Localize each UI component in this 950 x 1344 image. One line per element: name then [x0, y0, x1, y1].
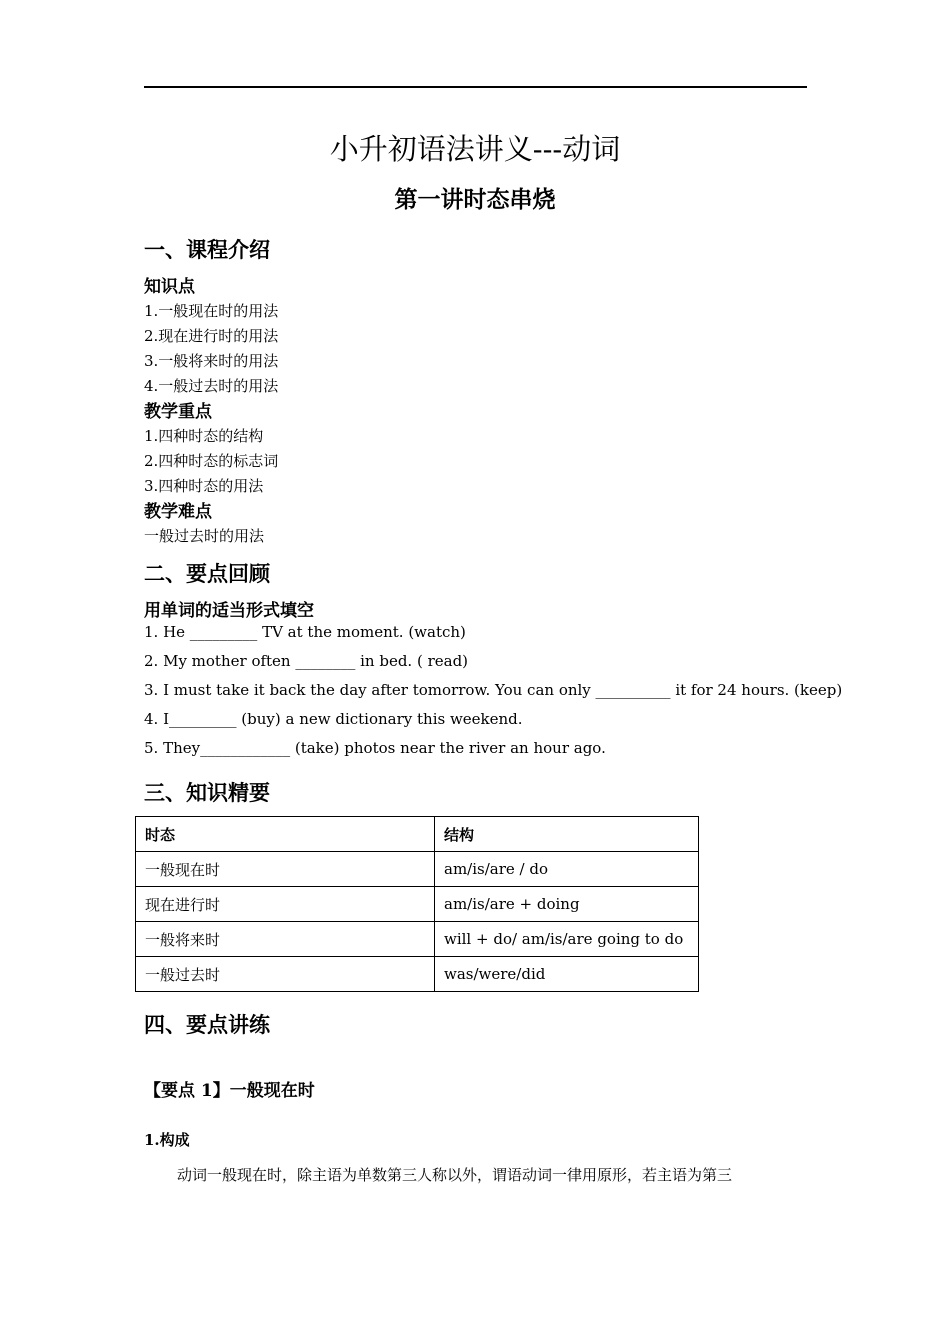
exercise-question: 4. I_________ (buy) a new dictionary this weekend. [144, 710, 523, 728]
knowledge-item: 2.现在进行时的用法 [144, 327, 279, 345]
header-rule [144, 86, 807, 88]
table-row [136, 957, 699, 992]
section4-heading: 四、要点讲练 [144, 1012, 270, 1037]
focus-item: 3.四种时态的用法 [144, 477, 264, 495]
table-cell: 一般将来时 [136, 922, 435, 957]
knowledge-heading: 知识点 [144, 277, 195, 297]
tense-table [135, 816, 699, 992]
knowledge-item: 1.一般现在时的用法 [144, 302, 279, 320]
table-row [136, 852, 699, 887]
section3-heading: 三、知识精要 [144, 780, 270, 805]
structure-subheading: 1.构成 [144, 1131, 190, 1149]
task-instruction: 用单词的适当形式填空 [144, 601, 314, 621]
table-cell: am/is/are / do [435, 852, 699, 887]
knowledge-item: 3.一般将来时的用法 [144, 352, 279, 370]
structure-paragraph: 动词一般现在时，除主语为单数第三人称以外，谓语动词一律用原形，若主语为第三 [177, 1166, 733, 1184]
difficulty-item: 一般过去时的用法 [144, 527, 265, 545]
exercise-question: 2. My mother often ________ in bed. ( read) [144, 652, 469, 670]
document-subtitle: 第一讲时态串烧 [394, 186, 556, 213]
exercise-question: 5. They____________ (take) photos near the river an hour ago. [144, 739, 606, 757]
focus-item: 2.四种时态的标志词 [144, 452, 279, 470]
focus-heading: 教学重点 [144, 402, 212, 422]
table-header-row [136, 817, 699, 852]
table-row [136, 922, 699, 957]
table-header-cell: 时态 [136, 817, 435, 852]
table-cell: was/were/did [435, 957, 699, 992]
table-cell: 一般过去时 [136, 957, 435, 992]
table-cell: am/is/are + doing [435, 887, 699, 922]
focus-item: 1.四种时态的结构 [144, 427, 264, 445]
point1-heading: 【要点 1】一般现在时 [144, 1081, 315, 1101]
table-cell: 一般现在时 [136, 852, 435, 887]
section1-heading: 一、课程介绍 [144, 237, 270, 262]
exercise-question: 1. He _________ TV at the moment. (watch) [144, 623, 466, 641]
knowledge-item: 4.一般过去时的用法 [144, 377, 279, 395]
exercise-question: 3. I must take it back the day after tomorrow. You can only __________ it for 24 hours. (keep) [144, 681, 843, 699]
table-header-cell: 结构 [435, 817, 699, 852]
difficulty-heading: 教学难点 [144, 502, 212, 522]
document-title: 小升初语法讲义---动词 [329, 132, 621, 166]
table-cell: 现在进行时 [136, 887, 435, 922]
table-row [136, 887, 699, 922]
section2-heading: 二、要点回顾 [144, 561, 270, 586]
table-cell: will + do/ am/is/are going to do [435, 922, 699, 957]
